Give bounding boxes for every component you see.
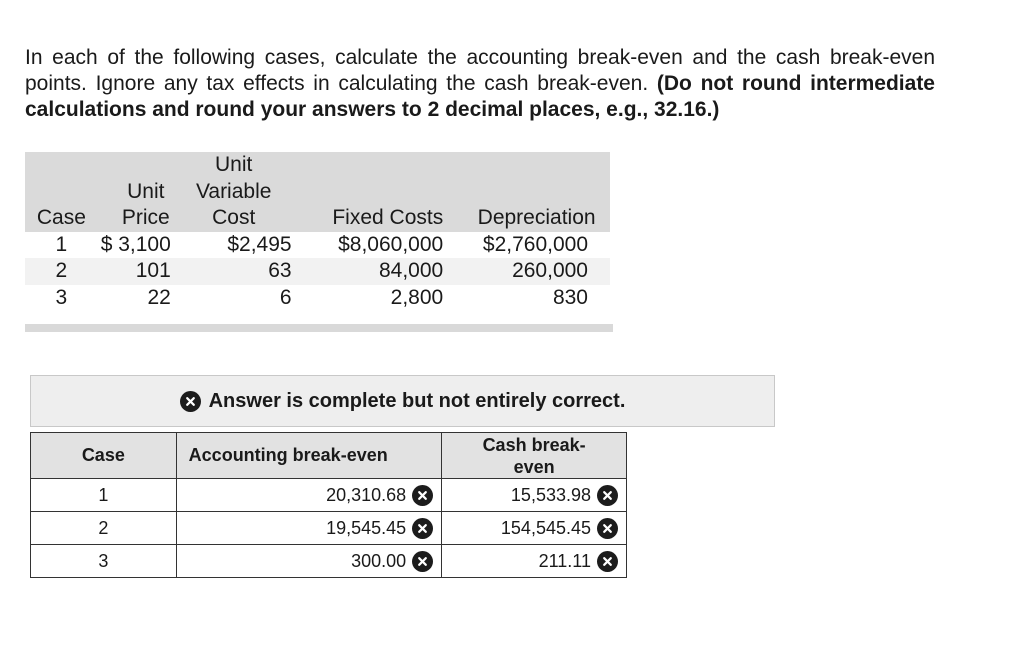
cell-depreciation: 260,000 bbox=[443, 258, 610, 285]
answer-header-case: Case bbox=[31, 433, 177, 479]
x-circle-icon bbox=[412, 485, 433, 506]
answer-cell-accounting[interactable] bbox=[176, 512, 442, 545]
table-row bbox=[25, 232, 610, 259]
cell-fixed-costs: $8,060,000 bbox=[338, 232, 444, 256]
question-instructions: In each of the following cases, calculate the accounting break-even and the cash break-even points. Ignore any tax effects in calculating the cash break-even. bbox=[25, 46, 935, 95]
cell-unit-variable-cost: $2,495 bbox=[227, 232, 292, 256]
cash-value: 154,545.45 bbox=[500, 517, 591, 538]
given-header-row bbox=[25, 152, 610, 232]
cash-value: 211.11 bbox=[538, 550, 591, 571]
table-row bbox=[31, 512, 627, 545]
table-row bbox=[31, 479, 627, 512]
cell-case: 1 bbox=[55, 232, 68, 256]
header-unit-price: Unit Price bbox=[98, 152, 176, 232]
x-circle-icon bbox=[597, 551, 618, 572]
answer-header-cash: Cash break-even bbox=[442, 433, 627, 479]
answer-cell-accounting[interactable] bbox=[176, 545, 442, 578]
answer-cell-cash[interactable] bbox=[442, 545, 627, 578]
table-bottom-divider bbox=[25, 324, 613, 332]
answer-table bbox=[30, 432, 627, 578]
x-circle-icon bbox=[597, 485, 618, 506]
answer-cell-accounting[interactable] bbox=[176, 479, 442, 512]
cell-unit-variable-cost: 6 bbox=[279, 285, 292, 309]
table-row bbox=[31, 545, 627, 578]
accounting-value: 300.00 bbox=[351, 550, 407, 571]
question-text bbox=[25, 45, 935, 123]
accounting-value: 20,310.68 bbox=[326, 484, 407, 505]
cash-value: 15,533.98 bbox=[510, 484, 591, 505]
answer-status-text: Answer is complete but not entirely correct. bbox=[208, 389, 626, 412]
header-depreciation: Depreciation bbox=[443, 152, 610, 232]
answer-status-banner bbox=[30, 375, 775, 427]
cell-case: 2 bbox=[25, 258, 98, 285]
cell-unit-variable-cost: 63 bbox=[176, 258, 296, 285]
x-circle-icon bbox=[597, 518, 618, 539]
x-circle-icon bbox=[412, 518, 433, 539]
cell-fixed-costs: 2,800 bbox=[390, 285, 444, 309]
cell-unit-price: $ 3,100 bbox=[100, 232, 171, 256]
header-fixed-costs: Fixed Costs bbox=[296, 152, 444, 232]
x-circle-icon bbox=[412, 551, 433, 572]
cell-unit-price: 22 bbox=[147, 285, 171, 309]
given-data-table bbox=[25, 152, 610, 311]
answer-header-row bbox=[31, 433, 627, 479]
table-row bbox=[25, 258, 610, 285]
cell-depreciation: 830 bbox=[552, 285, 588, 309]
answer-cell-case: 3 bbox=[31, 545, 177, 578]
answer-cell-case: 2 bbox=[31, 512, 177, 545]
cell-depreciation: $2,760,000 bbox=[482, 232, 588, 256]
answer-header-accounting: Accounting break-even bbox=[176, 433, 442, 479]
cell-fixed-costs: 84,000 bbox=[296, 258, 444, 285]
header-case: Case bbox=[25, 152, 98, 232]
answer-cell-case: 1 bbox=[31, 479, 177, 512]
x-circle-icon bbox=[180, 391, 201, 412]
answer-cell-cash[interactable] bbox=[442, 479, 627, 512]
cell-unit-price: 101 bbox=[98, 258, 176, 285]
header-unit-variable-cost: Unit Variable Cost bbox=[176, 152, 296, 232]
cell-case: 3 bbox=[55, 285, 68, 309]
answer-cell-cash[interactable] bbox=[442, 512, 627, 545]
question-rounding-note: (Do not round intermediate calculations and round your answers to 2 decimal places, e.g., 32.16.) bbox=[25, 72, 935, 121]
accounting-value: 19,545.45 bbox=[326, 517, 407, 538]
table-row bbox=[25, 285, 610, 312]
